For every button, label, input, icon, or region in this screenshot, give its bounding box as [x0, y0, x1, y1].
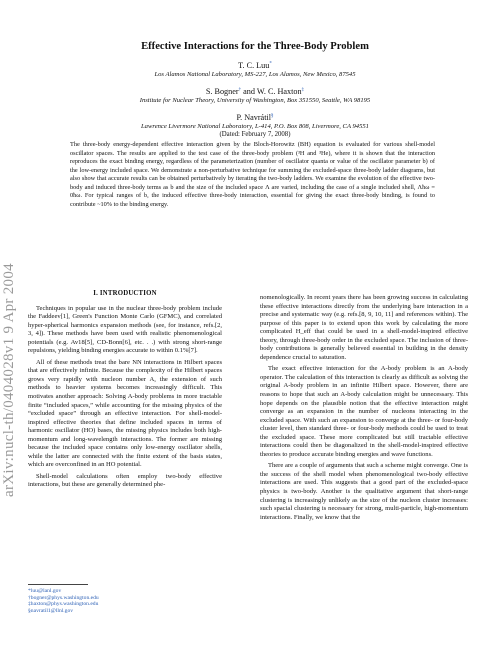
footnote-email[interactable]: §navratil1@llnl.gov: [28, 607, 74, 614]
affiliation-1: Los Alamos National Laboratory, MS-227, Los Alamos, New Mexico, 87545: [154, 71, 356, 78]
right-column: [260, 294, 468, 525]
author-name: P. Navrátil: [236, 113, 272, 122]
date-line: (Dated: February 7, 2008): [219, 131, 291, 138]
author-name: T. C. Luu: [238, 61, 270, 70]
paragraph: There are a couple of arguments that such a scheme might converge. One is the success of the shell model when phenomenological two-body effective interactions are used. This suggests that a good part of the excluded-space physics is two-body. Another is the qualitative argument that short-range clustering is increasingly unlikely as the size of the nucleon cluster increases: such spacial clustering is necessary for strong, multi-particle, high-momentum interactions. Finally, we know that the: [260, 462, 468, 521]
author-line-3: [40, 113, 470, 122]
footnotes: [28, 584, 228, 614]
abstract: The three-body energy-dependent effective interaction given by the Bloch-Horowitz (BH) equation is evaluated for various shell-model oscillator spaces. The results are applied to the test case of the three-body problem (³H and ³He), where it is shown that the interaction reproduces the exact binding energy, regardless of the parameterization (number of oscillator quanta or value of the oscillator parameter b) of the low-energy included space. We demonstrate a non-perturbative technique for summing the excluded-space three-body ladder diagrams, but also show that accurate results can be obtained perturbatively by iterating the two-body ladders. We examine the evolution of the effective two-body and induced three-body terms as b and the size of the included space Λ are varied, including the case of a single included shell, Λħω = 0ħω. For typical ranges of b, the induced effective three-body interaction, essential for giving the exact three-body binding, is found to contribute ~10% to the binding energy.: [70, 141, 435, 208]
affiliation-3: Lawrence Livermore National Laboratory, L-414, P.O. Box 808, Livermore, CA 94551: [141, 123, 369, 130]
section-heading: I. INTRODUCTION: [93, 290, 157, 297]
footnote-email[interactable]: ‡haxton@phys.washington.edu: [28, 601, 99, 608]
paper-title: Effective Interactions for the Three-Body Problem: [141, 41, 369, 52]
paragraph: Techniques in popular use in the nuclear three-body problem include the Faddeev[1], Green's Function Monte Carlo (GFMC), and correlated hyper-spherical harmonics expansion methods (see, for instance, refs.[2, 3, 4]). These methods have been used with realistic phenomenological potentials (e.g. Av18[5], CD-Bonn[6], etc. . .) with strong short-range repulsions, yielding binding energies accurate to within 0.1%[7].: [28, 304, 222, 355]
paragraph: Shell-model calculations often employ two-body effective interactions, but these are generally determined phe-: [28, 472, 222, 489]
author-name: S. Bogner: [205, 87, 239, 96]
author-conjunction: and: [243, 87, 257, 96]
footnote-email[interactable]: *luu@lanl.gov: [28, 588, 62, 594]
arxiv-identifier-stamp: arXiv:nucl-th/0404028v1 9 Apr 2004: [1, 263, 17, 497]
author-line-1: [40, 61, 470, 70]
paragraph: The exact effective interaction for the A-body problem is an A-body operator. The calculation of this interaction is clearly as difficult as solving the original A-body problem in an infinite Hilbert space. However, there are reasons to hope that such an A-body calculation might be unnecessary. This hope depends on the plausible notion that the effective interaction might converge as an expansion in the number of nucleons interacting in the excluded space. With such an expansion to converge at the three- or four-body cluster level, then standard three- or four-body methods could be used to treat the excluded space. These more complicated but still tractable effective interactions could then be diagonalized in the shell-model-inspired effective theories to produce accurate binding energies and wave functions.: [260, 365, 468, 458]
footnote-marker[interactable]: §: [271, 113, 274, 119]
author-line-2: [40, 87, 470, 96]
paragraph: All of these methods treat the bare NN interactions in Hilbert spaces that are effectively infinite. Because the complexity of the Hilbert spaces grows very rapidly with nucleon number A, the extension of such methods to heavier systems becomes increasingly difficult. This motivates another approach: Solving A-body problems in more tractable finite “included spaces,” while accounting for the missing physics of the “excluded space” through an effective interaction. For shell-model-inspired effective theories that define included spaces in terms of harmonic oscillator (HO) bases, the missing physics includes both high-momentum and long-wavelength interactions. The former are missing because the included space contains only low-energy oscillator shells, while the latter are connected with the finite extent of the basis states, which are overconfined in an HO potential.: [28, 358, 222, 469]
author-name: W. C. Haxton: [256, 87, 302, 96]
paragraph: nomenologically. In recent years there has been growing success in calculating these effective interactions directly from the underlying bare interaction in a precise and systematic way (e.g. refs.[8, 9, 10, 11] and references within). The purpose of this paper is to extend upon this work by calculating the more complicated H_eff that could be used in a shell-model-inspired effective theory, through three-body order in the excluded space. The inclusion of three-body contributions is generally believed essential in building in the density dependence crucial to saturation.: [260, 294, 468, 361]
footnote-marker[interactable]: ‡: [301, 87, 305, 93]
footnote-marker[interactable]: †: [238, 87, 242, 93]
footnote-marker[interactable]: *: [269, 61, 272, 67]
affiliation-2: Institute for Nuclear Theory, University of Washington, Box 351550, Seattle, WA 98195: [139, 97, 371, 104]
footnote-email[interactable]: †bogner@phys.washington.edu: [28, 594, 99, 601]
footnote-rule: [28, 584, 88, 585]
left-column: [28, 290, 222, 493]
